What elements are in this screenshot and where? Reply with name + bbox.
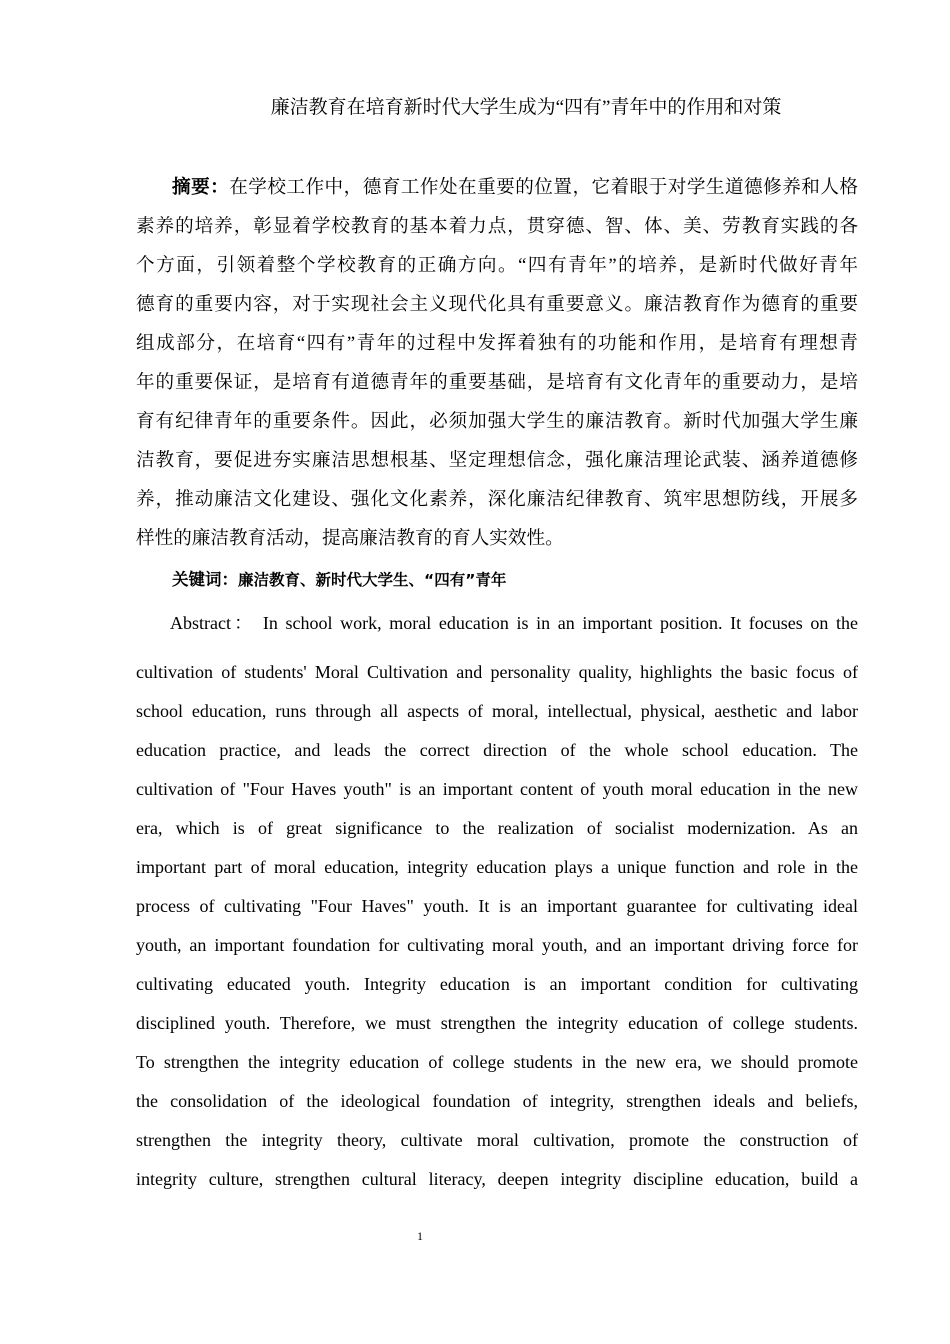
text-line: education practice, and leads the correct direction of the whole school education. The — [136, 740, 858, 760]
text-line: process of cultivating "Four Haves" youth. It is an important guarantee for cultivating ideal — [136, 896, 858, 916]
document-title: 廉洁教育在培育新时代大学生成为“四有”青年中的作用和对策 — [270, 97, 782, 118]
text-line: cultivation of "Four Haves youth" is an important content of youth moral education in the new — [136, 779, 858, 799]
abstract-en-first-line: Abstract： In school work, moral education is in an important position. It focuses on the — [170, 613, 859, 633]
text-line: cultivating educated youth. Integrity education is an important condition for cultivating — [136, 974, 858, 994]
text-line: era, which is of great significance to the realization of socialist modernization. As an — [136, 818, 858, 838]
text-line: important part of moral education, integrity education plays a unique function and role in the — [136, 857, 858, 877]
text-line: youth, an important foundation for cultivating moral youth, and an important driving force for — [136, 935, 858, 955]
text-line: cultivation of students' Moral Cultivation and personality quality, highlights the basic focus of — [136, 662, 858, 682]
text-line: strengthen the integrity theory, cultivate moral cultivation, promote the construction of — [136, 1130, 858, 1150]
text-line: 年的重要保证，是培育有道德青年的重要基础，是培育有文化青年的重要动力，是培 — [136, 372, 858, 393]
abstract-zh — [136, 168, 858, 558]
text-line: 组成部分，在培育“四有”青年的过程中发挥着独有的功能和作用，是培育有理想青 — [136, 333, 858, 354]
text-line: 洁教育，要促进夯实廉洁思想根基、坚定理想信念，强化廉洁理论武装、涵养道德修 — [136, 450, 858, 471]
text-line: the consolidation of the ideological foundation of integrity, strengthen ideals and beliefs, — [136, 1091, 858, 1111]
text-line: disciplined youth. Therefore, we must strengthen the integrity education of college students. — [136, 1013, 858, 1033]
text-line: 育有纪律青年的重要条件。因此，必须加强大学生的廉洁教育。新时代加强大学生廉 — [136, 411, 858, 432]
text-line: 养，推动廉洁文化建设、强化文化素养，深化廉洁纪律教育、筑牢思想防线，开展多 — [136, 489, 858, 510]
page-number: 1 — [417, 1229, 423, 1243]
keywords-value: 廉洁教育、新时代大学生、“四有”青年 — [238, 571, 507, 589]
text-line: 个方面，引领着整个学校教育的正确方向。“四有青年”的培养，是新时代做好青年 — [136, 255, 858, 276]
keywords-label: 关键词： — [172, 570, 238, 589]
text-line: 德育的重要内容，对于实现社会主义现代化具有重要意义。廉洁教育作为德育的重要 — [136, 294, 858, 315]
abstract-zh-first-line: 摘要：在学校工作中，德育工作处在重要的位置，它着眼于对学生道德修养和人格 — [172, 177, 858, 198]
abstract-zh-label: 摘要： — [172, 177, 230, 198]
text-line: 样性的廉洁教育活动，提高廉洁教育的育人实效性。 — [136, 528, 564, 549]
text-line: To strengthen the integrity education of college students in the new era, we should promote — [136, 1052, 858, 1072]
text-line: integrity culture, strengthen cultural literacy, deepen integrity discipline education, build a — [136, 1169, 858, 1189]
text-line: school education, runs through all aspects of moral, intellectual, physical, aesthetic and labor — [136, 701, 858, 721]
keywords — [172, 566, 506, 590]
abstract-en-label: Abstract： — [170, 613, 256, 633]
abstract-en — [136, 653, 858, 1199]
text-line: 素养的培养，彰显着学校教育的基本着力点，贯穿德、智、体、美、劳教育实践的各 — [136, 216, 858, 237]
